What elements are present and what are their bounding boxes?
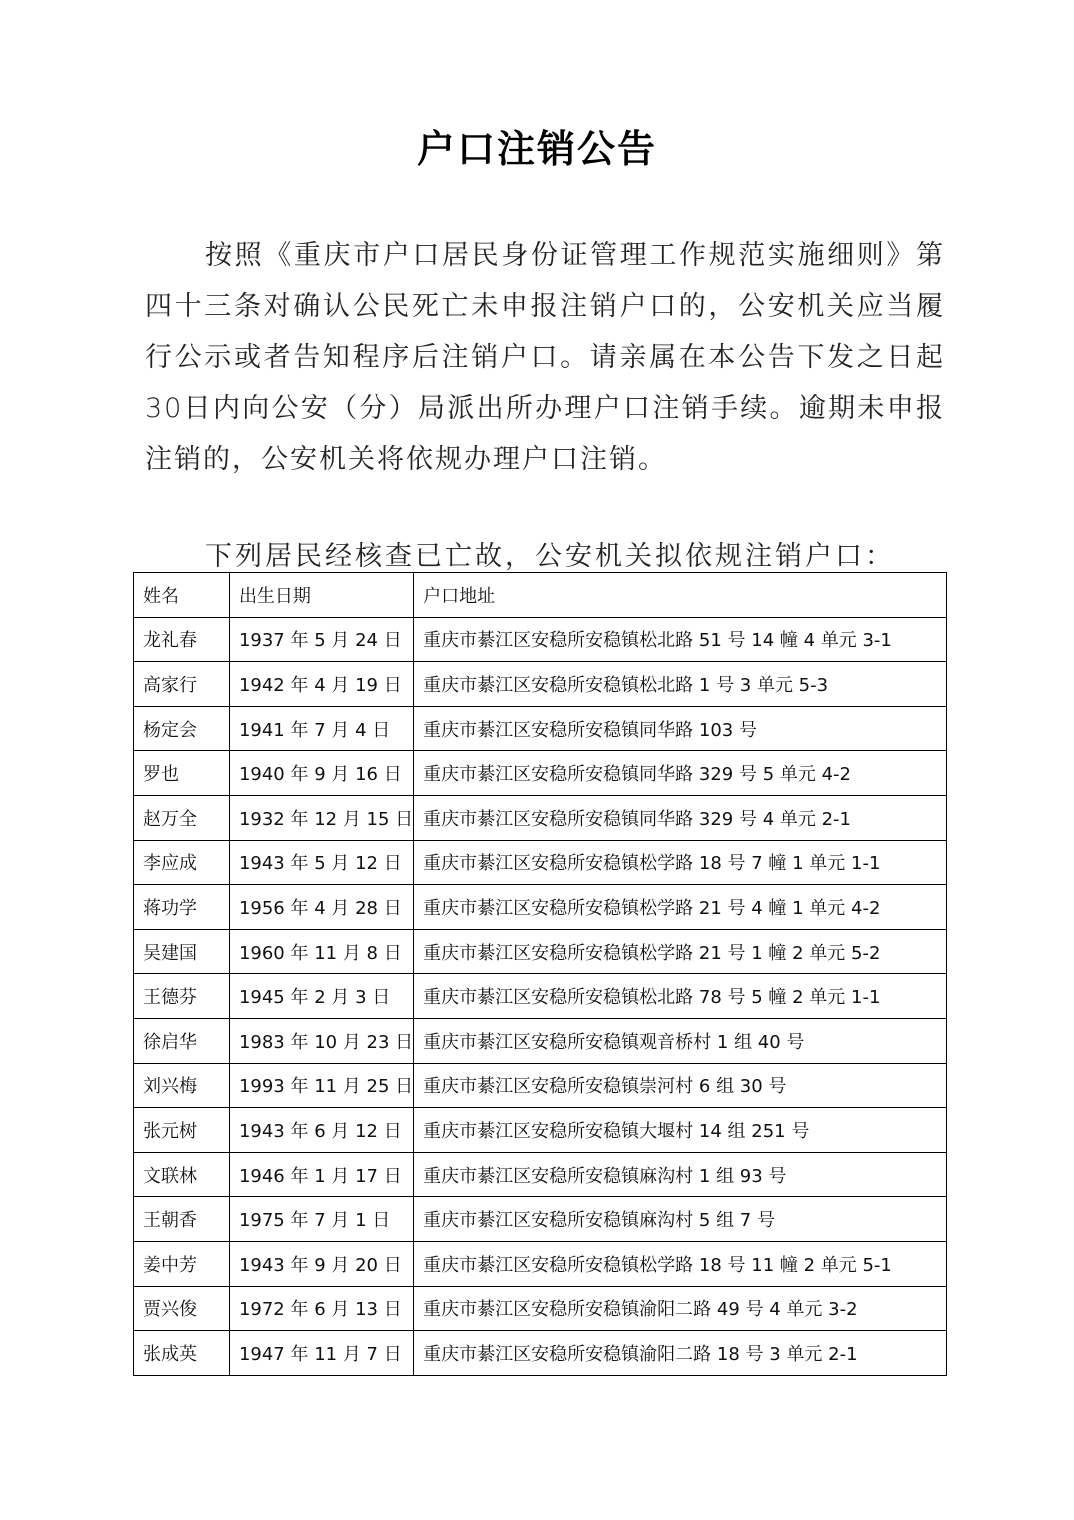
cell-birth-date: 1983 年 10 月 23 日 [229,1018,413,1063]
cell-address: 重庆市綦江区安稳所安稳镇观音桥村 1 组 40 号 [414,1018,947,1063]
table-row [134,751,947,796]
cell-address: 重庆市綦江区安稳所安稳镇渝阳二路 49 号 4 单元 3-2 [414,1286,947,1331]
deceased-residents-table [133,572,947,1376]
cell-address: 重庆市綦江区安稳所安稳镇崇河村 6 组 30 号 [414,1063,947,1108]
cell-birth-date: 1960 年 11 月 8 日 [229,929,413,974]
header-birth-date: 出生日期 [229,573,413,618]
cell-address: 重庆市綦江区安稳所安稳镇同华路 329 号 4 单元 2-1 [414,795,947,840]
cell-birth-date: 1993 年 11 月 25 日 [229,1063,413,1108]
cell-birth-date: 1941 年 7 月 4 日 [229,706,413,751]
cell-name: 高家行 [134,662,230,707]
cell-address: 重庆市綦江区安稳所安稳镇大堰村 14 组 251 号 [414,1108,947,1153]
cell-name: 吴建国 [134,929,230,974]
cell-address: 重庆市綦江区安稳所安稳镇麻沟村 1 组 93 号 [414,1152,947,1197]
table-row [134,1063,947,1108]
cell-address: 重庆市綦江区安稳所安稳镇同华路 103 号 [414,706,947,751]
cell-birth-date: 1940 年 9 月 16 日 [229,751,413,796]
cell-name: 王朝香 [134,1197,230,1242]
cell-name: 贾兴俊 [134,1286,230,1331]
cell-birth-date: 1975 年 7 月 1 日 [229,1197,413,1242]
cell-address: 重庆市綦江区安稳所安稳镇松北路 51 号 14 幢 4 单元 3-1 [414,617,947,662]
table-row [134,1286,947,1331]
cell-birth-date: 1946 年 1 月 17 日 [229,1152,413,1197]
cell-name: 张成英 [134,1331,230,1376]
cell-name: 杨定会 [134,706,230,751]
cell-name: 刘兴梅 [134,1063,230,1108]
cell-birth-date: 1943 年 9 月 20 日 [229,1241,413,1286]
cell-name: 赵万全 [134,795,230,840]
header-address: 户口地址 [414,573,947,618]
cell-address: 重庆市綦江区安稳所安稳镇渝阳二路 18 号 3 单元 2-1 [414,1331,947,1376]
cell-address: 重庆市綦江区安稳所安稳镇松学路 18 号 7 幢 1 单元 1-1 [414,840,947,885]
cell-birth-date: 1972 年 6 月 13 日 [229,1286,413,1331]
cell-name: 文联林 [134,1152,230,1197]
cell-address: 重庆市綦江区安稳所安稳镇松学路 21 号 4 幢 1 单元 4-2 [414,885,947,930]
table-header-row [134,573,947,618]
table-row [134,1241,947,1286]
table-row [134,885,947,930]
table-row [134,795,947,840]
cell-birth-date: 1932 年 12 月 15 日 [229,795,413,840]
cell-address: 重庆市綦江区安稳所安稳镇松北路 78 号 5 幢 2 单元 1-1 [414,974,947,1019]
cell-name: 徐启华 [134,1018,230,1063]
table-row [134,1018,947,1063]
cell-name: 蒋功学 [134,885,230,930]
table-row [134,1108,947,1153]
table-row [134,1197,947,1242]
cell-birth-date: 1937 年 5 月 24 日 [229,617,413,662]
table-row [134,617,947,662]
cell-birth-date: 1943 年 5 月 12 日 [229,840,413,885]
page-title: 户口注销公告 [416,126,657,171]
cell-name: 王德芬 [134,974,230,1019]
cell-name: 姜中芳 [134,1241,230,1286]
table-row [134,929,947,974]
table-row [134,974,947,1019]
cell-name: 李应成 [134,840,230,885]
table-row [134,1152,947,1197]
notice-paragraph: 按照《重庆市户口居民身份证管理工作规范实施细则》第四十三条对确认公民死亡未申报注销户口的，公安机关应当履行公示或者告知程序后注销户口。请亲属在本公告下发之日起30日内向公安（分）局派出所办理户口注销手续。逾期未申报注销的，公安机关将依规办理户口注销。 [145,240,945,475]
header-name: 姓名 [134,573,230,618]
cell-birth-date: 1947 年 11 月 7 日 [229,1331,413,1376]
cell-birth-date: 1943 年 6 月 12 日 [229,1108,413,1153]
cell-name: 龙礼春 [134,617,230,662]
cell-address: 重庆市綦江区安稳所安稳镇松北路 1 号 3 单元 5-3 [414,662,947,707]
table-intro: 下列居民经核查已亡故，公安机关拟依规注销户口： [205,541,895,572]
cell-address: 重庆市綦江区安稳所安稳镇松学路 18 号 11 幢 2 单元 5-1 [414,1241,947,1286]
cell-address: 重庆市綦江区安稳所安稳镇同华路 329 号 5 单元 4-2 [414,751,947,796]
table-row [134,840,947,885]
cell-address: 重庆市綦江区安稳所安稳镇麻沟村 5 组 7 号 [414,1197,947,1242]
cell-name: 张元树 [134,1108,230,1153]
table-body [134,617,947,1375]
cell-birth-date: 1956 年 4 月 28 日 [229,885,413,930]
table-row [134,1331,947,1376]
cell-address: 重庆市綦江区安稳所安稳镇松学路 21 号 1 幢 2 单元 5-2 [414,929,947,974]
cell-birth-date: 1945 年 2 月 3 日 [229,974,413,1019]
table-row [134,706,947,751]
cell-birth-date: 1942 年 4 月 19 日 [229,662,413,707]
table-row [134,662,947,707]
cell-name: 罗也 [134,751,230,796]
